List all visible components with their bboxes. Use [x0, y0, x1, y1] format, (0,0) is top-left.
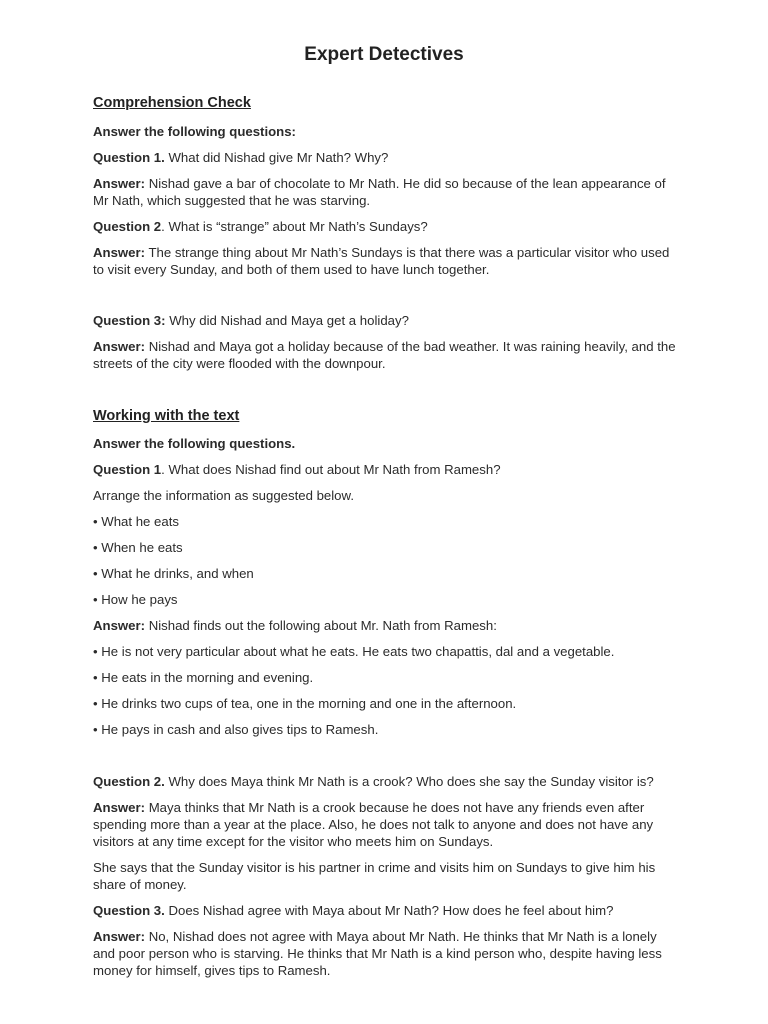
- answer-3: [93, 928, 678, 979]
- answer-3: [93, 338, 678, 372]
- question-3: [93, 312, 678, 329]
- question-2: [93, 773, 678, 790]
- question-label: Question 2.: [93, 774, 165, 789]
- answer-1: [93, 175, 678, 209]
- page-title: Expert Detectives: [304, 44, 464, 65]
- answer-2: [93, 799, 678, 850]
- question-text: Does Nishad agree with Maya about Mr Nath? How does he feel about him?: [164, 903, 614, 918]
- question-text: . What is “strange” about Mr Nath’s Sundays?: [161, 219, 428, 234]
- question-label: Question 1.: [93, 150, 165, 165]
- instruction: Answer the following questions.: [93, 436, 296, 451]
- question-label: Question 1: [93, 462, 162, 477]
- question-text: What did Nishad give Mr Nath? Why?: [164, 150, 389, 165]
- list-item: • He eats in the morning and evening.: [93, 670, 314, 685]
- answer-label: Answer:: [93, 339, 146, 354]
- list-item: • He pays in cash and also gives tips to Ramesh.: [93, 722, 379, 737]
- question-text: . What does Nishad find out about Mr Nath from Ramesh?: [161, 462, 501, 477]
- answer-label: Answer:: [93, 176, 146, 191]
- answer-label: Answer:: [93, 929, 146, 944]
- list-item: • When he eats: [93, 540, 183, 555]
- answer-text: Maya thinks that Mr Nath is a crook because he does not have any friends even after spending more than a year at the place. Also, he does not talk to anyone and does not have any visitors at any time except for the visitor who meets him on Sundays.: [93, 800, 654, 849]
- list-item: • How he pays: [93, 592, 178, 607]
- instruction: Answer the following questions:: [93, 124, 296, 139]
- answer-text: Nishad finds out the following about Mr. Nath from Ramesh:: [145, 618, 497, 633]
- answer-1: [93, 617, 678, 634]
- question-1: [93, 149, 678, 166]
- question-text: Why did Nishad and Maya get a holiday?: [165, 313, 409, 328]
- list-item: • He is not very particular about what he eats. He eats two chapattis, dal and a vegetable.: [93, 644, 615, 659]
- answer-2: [93, 244, 678, 278]
- question-2: [93, 218, 678, 235]
- question-label: Question 3.: [93, 903, 165, 918]
- arrange-instruction: Arrange the information as suggested below.: [93, 488, 354, 503]
- list-item: • He drinks two cups of tea, one in the morning and one in the afternoon.: [93, 696, 517, 711]
- answer-label: Answer:: [93, 245, 146, 260]
- answer-text: Nishad and Maya got a holiday because of the bad weather. It was raining heavily, and the streets of the city were flooded with the downpour.: [93, 339, 676, 371]
- answer-2-continued: She says that the Sunday visitor is his partner in crime and visits him on Sundays to give him his share of money.: [93, 860, 656, 892]
- answer-label: Answer:: [93, 800, 146, 815]
- question-label: Question 2: [93, 219, 162, 234]
- question-3: [93, 902, 678, 919]
- section-heading-comprehension: Comprehension Check: [93, 95, 251, 111]
- question-label: Question 3:: [93, 313, 166, 328]
- question-1: [93, 461, 678, 478]
- answer-text: No, Nishad does not agree with Maya about Mr Nath. He thinks that Mr Nath is a lonely and poor person who is starving. He thinks that Mr Nath is a kind person who, despite having less money for himself, gives tips to Ramesh.: [93, 929, 662, 978]
- question-text: Why does Maya think Mr Nath is a crook? Who does she say the Sunday visitor is?: [164, 774, 654, 789]
- answer-text: The strange thing about Mr Nath’s Sundays is that there was a particular visitor who used to visit every Sunday, and both of them used to have lunch together.: [93, 245, 670, 277]
- answer-text: Nishad gave a bar of chocolate to Mr Nath. He did so because of the lean appearance of Mr Nath, which suggested that he was starving.: [93, 176, 666, 208]
- section-heading-working-with-text: Working with the text: [93, 408, 240, 424]
- list-item: • What he eats: [93, 514, 179, 529]
- list-item: • What he drinks, and when: [93, 566, 254, 581]
- answer-label: Answer:: [93, 618, 146, 633]
